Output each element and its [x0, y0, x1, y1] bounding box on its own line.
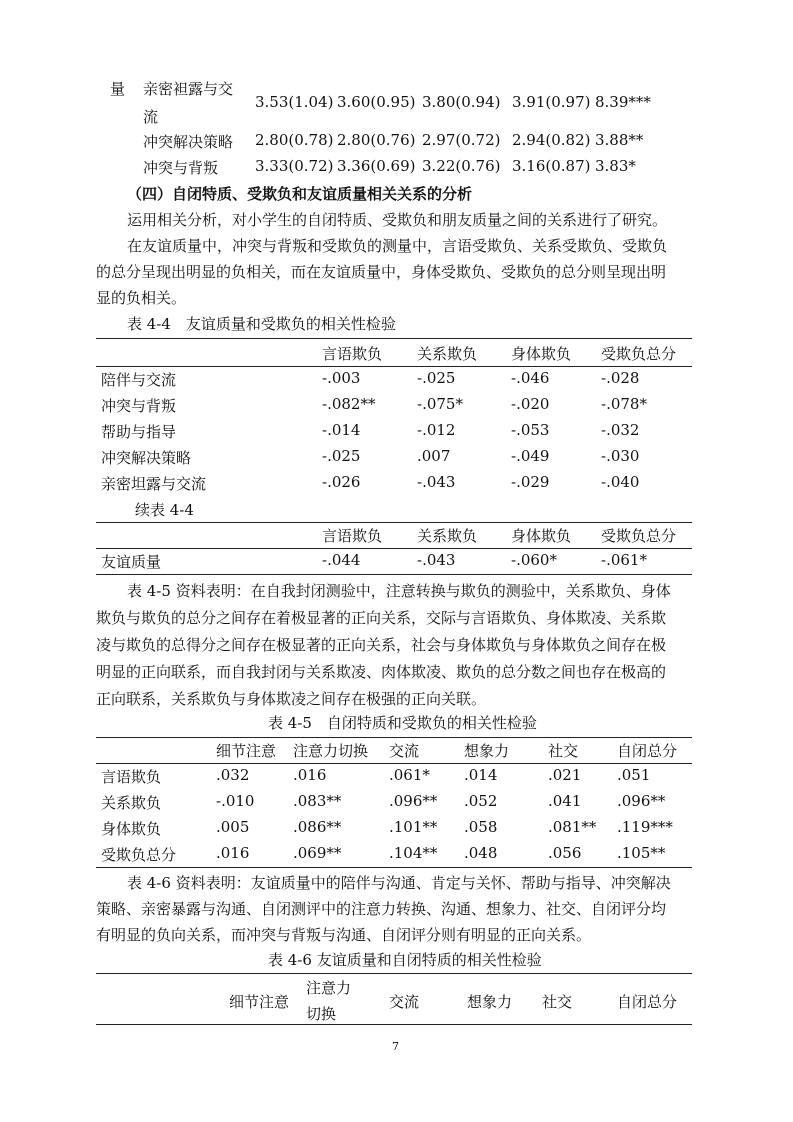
- table-header-rule: [96, 366, 692, 367]
- table-cell: .005: [216, 818, 250, 836]
- column-header: 关系欺负: [417, 345, 478, 363]
- section-heading: （四）自闭特质、受欺负和友谊质量相关关系的分析: [127, 185, 473, 203]
- column-header: 社交: [542, 993, 573, 1011]
- paragraph-line: 明显的正向联系，而自我封闭与关系欺凌、肉体欺凌、欺负的总分数之间也存在极高的: [96, 663, 667, 681]
- row-label: 冲突与背叛: [143, 159, 219, 177]
- table-cell: 3.16(0.87): [512, 157, 591, 175]
- table-top-rule: [96, 737, 692, 738]
- table-cell: -.078*: [601, 395, 647, 413]
- table-cell: .096**: [617, 792, 666, 810]
- row-label: 冲突与背叛: [101, 397, 177, 415]
- table-cell: -.043: [417, 473, 456, 491]
- table-cell: -.040: [601, 473, 640, 491]
- table-cell: 2.80(0.78): [255, 131, 334, 149]
- table-cell: .041: [548, 792, 582, 810]
- table-cell: .032: [216, 766, 250, 784]
- table-cell: -.030: [601, 447, 640, 465]
- row-label: 亲密袒露与交: [143, 80, 234, 98]
- column-header: 想象力: [464, 742, 510, 760]
- column-header: 言语欺负: [322, 527, 383, 545]
- table-cell: -.010: [216, 792, 255, 810]
- table-cell: .014: [464, 766, 498, 784]
- table-top-rule: [96, 522, 692, 523]
- table-cell: .096**: [389, 792, 438, 810]
- paragraph-line: 策略、亲密暴露与沟通、自闭测评中的注意力转换、沟通、想象力、社交、自闭评分均: [96, 900, 667, 918]
- table-cell: 3.83*: [595, 157, 636, 175]
- row-group-label: 量: [110, 80, 126, 98]
- table-cell: -.014: [322, 421, 361, 439]
- row-label: 冲突解决策略: [143, 133, 234, 151]
- table-cell: -.029: [511, 473, 550, 491]
- table-cell: 3.22(0.76): [422, 157, 501, 175]
- table-cell: -.075*: [417, 395, 463, 413]
- table-cell: .007: [417, 447, 451, 465]
- page-number: 7: [392, 1040, 399, 1053]
- column-header: 细节注意: [216, 742, 277, 760]
- column-header: 注意力切换: [293, 742, 369, 760]
- table-caption: 表 4-4 友谊质量和受欺负的相关性检验: [127, 315, 396, 333]
- column-header: 关系欺负: [417, 527, 478, 545]
- table-caption: 表 4-6 友谊质量和自闭特质的相关性检验: [268, 951, 542, 969]
- table-cell: 3.53(1.04): [255, 93, 334, 111]
- table-header-rule: [96, 548, 692, 549]
- table-cell: .051: [617, 766, 651, 784]
- column-header: 交流: [389, 993, 420, 1011]
- table-cell: .069**: [293, 844, 342, 862]
- table-top-rule: [96, 973, 692, 974]
- paragraph: 运用相关分析，对小学生的自闭特质、受欺负和朋友质量之间的关系进行了研究。: [127, 211, 668, 229]
- table-cell: -.025: [322, 447, 361, 465]
- paragraph-line: 表 4-5 资料表明：在自我封闭测验中，注意转换与欺负的测验中，关系欺负、身体: [127, 582, 671, 600]
- row-label: 流: [143, 108, 159, 126]
- table-header-rule: [96, 1024, 692, 1025]
- column-header: 想象力: [467, 993, 513, 1011]
- paragraph-line: 在友谊质量中，冲突与背叛和受欺负的测量中，言语受欺负、关系受欺负、受欺负: [127, 237, 668, 255]
- table-cell: 3.80(0.94): [422, 93, 501, 111]
- column-header: 注意力: [306, 979, 352, 997]
- table-cell: .101**: [389, 818, 438, 836]
- row-label: 身体欺负: [101, 820, 162, 838]
- table-cell: .081**: [548, 818, 597, 836]
- table-cell: -.003: [322, 369, 361, 387]
- table-cell: -.046: [511, 369, 550, 387]
- column-header: 自闭总分: [617, 742, 678, 760]
- table-continued-caption: 续表 4-4: [135, 501, 194, 519]
- table-cell: -.053: [511, 421, 550, 439]
- paragraph-line: 欺负与欺负的总分之间存在着极显著的正向关系，交际与言语欺负、身体欺凌、关系欺: [96, 609, 667, 627]
- table-cell: 2.80(0.76): [337, 131, 416, 149]
- table-cell: .016: [293, 766, 327, 784]
- table-cell: -.049: [511, 447, 550, 465]
- table-cell: .119***: [617, 818, 673, 836]
- paragraph-line: 表 4-6 资料表明：友谊质量中的陪伴与沟通、肯定与关怀、帮助与指导、冲突解决: [127, 874, 671, 892]
- table-cell: 3.60(0.95): [337, 93, 416, 111]
- row-label: 受欺负总分: [101, 846, 177, 864]
- column-header: 受欺负总分: [601, 527, 677, 545]
- table-cell: -.026: [322, 473, 361, 491]
- table-cell: .058: [464, 818, 498, 836]
- table-cell: 3.91(0.97): [512, 93, 591, 111]
- table-cell: 2.94(0.82): [512, 131, 591, 149]
- row-label: 亲密坦露与交流: [101, 475, 207, 493]
- row-label: 冲突解决策略: [101, 449, 192, 467]
- paragraph-line: 显的负相关。: [96, 289, 187, 307]
- table-cell: -.060*: [511, 551, 557, 569]
- column-header: 交流: [389, 742, 420, 760]
- column-header: 受欺负总分: [601, 345, 677, 363]
- table-cell: .104**: [389, 844, 438, 862]
- row-label: 友谊质量: [101, 553, 162, 571]
- paragraph-line: 凌与欺负的总得分之间存在极显著的正向关系，社会与身体欺负与身体欺负之间存在极: [96, 636, 667, 654]
- table-bottom-rule: [96, 574, 692, 575]
- table-cell: 3.33(0.72): [255, 157, 334, 175]
- row-label: 帮助与指导: [101, 423, 177, 441]
- table-cell: -.043: [417, 551, 456, 569]
- table-cell: 3.88**: [595, 131, 644, 149]
- table-cell: -.032: [601, 421, 640, 439]
- table-cell: -.012: [417, 421, 456, 439]
- table-cell: -.044: [322, 551, 361, 569]
- row-label: 关系欺负: [101, 794, 162, 812]
- table-cell: -.025: [417, 369, 456, 387]
- row-label: 言语欺负: [101, 768, 162, 786]
- table-top-rule: [96, 338, 692, 339]
- table-cell: -.082**: [322, 395, 376, 413]
- paragraph-line: 有明显的负向关系，而冲突与背叛与沟通、自闭评分则有明显的正向关系。: [96, 926, 592, 944]
- table-cell: -.028: [601, 369, 640, 387]
- column-header: 言语欺负: [322, 345, 383, 363]
- table-header-rule: [96, 763, 692, 764]
- column-header: 社交: [548, 742, 579, 760]
- row-label: 陪伴与交流: [101, 371, 177, 389]
- table-cell: 3.36(0.69): [337, 157, 416, 175]
- table-cell: .061*: [389, 766, 430, 784]
- column-header: 身体欺负: [511, 527, 572, 545]
- column-header: 细节注意: [229, 993, 290, 1011]
- table-caption: 表 4-5 自闭特质和受欺负的相关性检验: [268, 714, 537, 732]
- column-header: 切换: [306, 1005, 337, 1023]
- table-cell: .021: [548, 766, 582, 784]
- table-bottom-rule: [96, 867, 692, 868]
- table-cell: .056: [548, 844, 582, 862]
- table-cell: .016: [216, 844, 250, 862]
- table-cell: .048: [464, 844, 498, 862]
- column-header: 身体欺负: [511, 345, 572, 363]
- paragraph-line: 正向联系，关系欺负与身体欺凌之间存在极强的正向关联。: [96, 690, 487, 708]
- table-cell: 2.97(0.72): [422, 131, 501, 149]
- table-cell: 8.39***: [595, 93, 651, 111]
- table-cell: .052: [464, 792, 498, 810]
- table-cell: .083**: [293, 792, 342, 810]
- paragraph-line: 的总分呈现出明显的负相关，而在友谊质量中，身体受欺负、受欺负的总分则呈现出明: [96, 263, 667, 281]
- table-cell: .105**: [617, 844, 666, 862]
- table-cell: -.061*: [601, 551, 647, 569]
- table-cell: .086**: [293, 818, 342, 836]
- column-header: 自闭总分: [617, 993, 678, 1011]
- table-cell: -.020: [511, 395, 550, 413]
